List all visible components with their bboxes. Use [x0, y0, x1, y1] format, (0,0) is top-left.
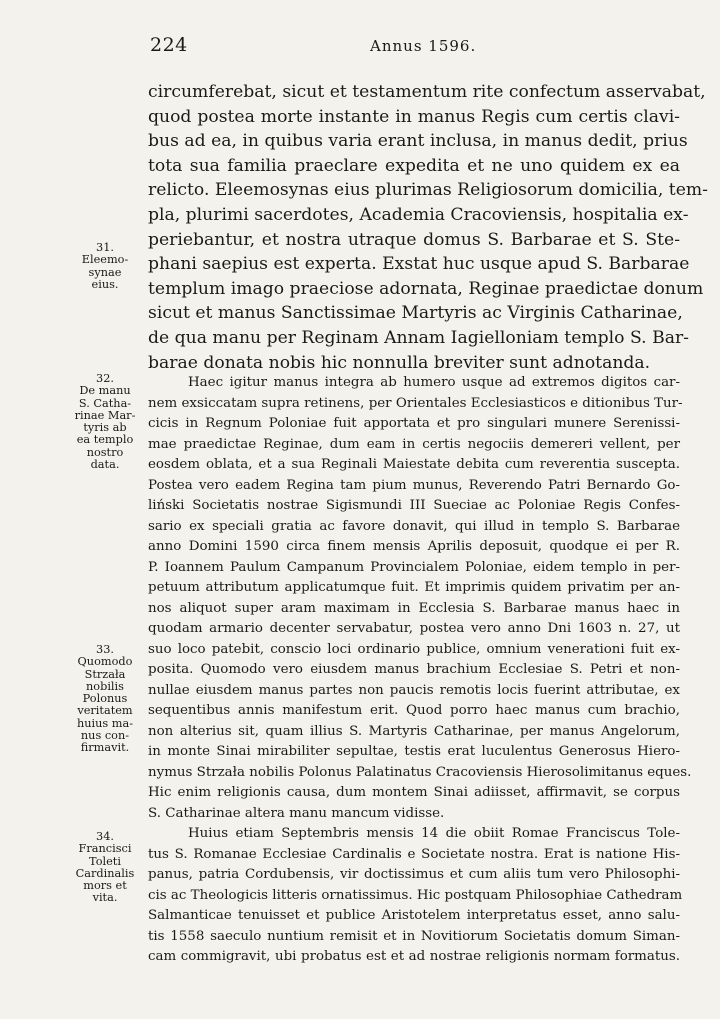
text-line: de qua manu per Reginam Annam Iagielloniam templo S. Bar- — [148, 327, 689, 348]
text-line: periebantur, et nostra utraque domus S. Barbarae et S. Ste- — [148, 229, 680, 250]
margin-note-line: 34. — [96, 830, 114, 843]
text-line: mae praedictae Reginae, dum eam in certis negociis demereri vellent, per — [148, 436, 680, 452]
margin-note-line: Strzała — [84, 667, 126, 681]
margin-note-line: ea templo — [76, 433, 134, 447]
text-line: nem exsiccatam supra retinens, per Orientales Ecclesiasticos e ditionibus Tur- — [148, 395, 683, 411]
main-text-large — [148, 80, 708, 375]
page-header — [150, 34, 680, 58]
text-line: P. Ioannem Paulum Campanum Provincialem Poloniae, eidem templo in per- — [148, 559, 680, 575]
text-line: pla, plurimi sacerdotes, Academia Cracoviensis, hospitalia ex- — [148, 204, 689, 225]
text-line: nymus Strzała nobilis Polonus Palatinatus Cracoviensis Hierosolimitanus eques. — [148, 764, 692, 780]
text-line: Postea vero eadem Regina tam pium munus, Reverendo Patri Bernardo Go- — [148, 477, 680, 493]
text-line: nos aliquot super aram maximam in Ecclesia S. Barbarae manus haec in — [148, 600, 680, 616]
text-line: templum imago praeciose adornata, Reginae praedictae donum — [148, 278, 704, 299]
text-line: liński Societatis nostrae Sigismundi III Sueciae ac Poloniae Regis Confes- — [148, 498, 680, 513]
margin-note-line: De manu — [79, 384, 131, 398]
margin-note-line: Quomodo — [77, 655, 133, 669]
margin-note-line: synae — [88, 265, 122, 279]
text-line: sario ex speciali gratia ac favore donavit, qui illud in templo S. Barbarae — [148, 518, 680, 534]
text-line: tota sua familia praeclare expedita et ne uno quidem ex ea — [148, 155, 680, 176]
margin-note-line: firmavit. — [80, 741, 130, 755]
text-line: quod postea morte instante in manus Regis cum certis clavi- — [148, 106, 680, 127]
margin-note-line: nobilis — [86, 679, 124, 693]
text-line: barae donata nobis hic nonnulla breviter sunt adnotanda. — [148, 352, 651, 373]
text-line: suo loco patebit, conscio loci ordinario publice, omnium venerationi fuit ex- — [148, 641, 680, 657]
text-line: nullae eiusdem manus partes non paucis remotis locis fuerint attributae, ex — [148, 682, 680, 698]
text-line: in monte Sinai mirabiliter sepultae, testis erat luculentus Generosus Hiero- — [148, 744, 680, 759]
margin-note-31 — [70, 242, 140, 291]
page-number: 224 — [150, 34, 188, 56]
margin-note-line: mors et — [83, 879, 127, 893]
text-line: phani saepius est experta. Exstat huc usque apud S. Barbarae — [148, 254, 690, 275]
text-line: quodam armario decenter servabatur, postea vero anno Dni 1603 n. 27, ut — [148, 621, 680, 636]
margin-note-line: 31. — [96, 241, 114, 254]
margin-note-line: Cardinalis — [75, 866, 135, 880]
margin-note-line: Eleemo- — [81, 253, 129, 267]
text-line: eosdem oblata, et a sua Reginali Maiestate debita cum reverentia suscepta. — [148, 457, 680, 472]
text-line: bus ad ea, in quibus varia erant inclusa, in manus dedit, prius — [148, 131, 688, 152]
running-title: Annus 1596. — [370, 37, 477, 55]
margin-note-line: tyris ab — [83, 421, 127, 435]
text-line: Salmanticae tenuisset et publice Aristotelem interpretatus esset, anno salu- — [148, 908, 680, 923]
main-text-small — [148, 373, 692, 968]
text-line: petuum attributum applicatumque fuit. Et imprimis quidem privatim per an- — [148, 580, 680, 595]
text-line: Hic enim religionis causa, dum montem Sinai adiisset, affirmavit, se corpus — [148, 785, 680, 800]
paragraph-32-start: Haec igitur manus integra ab humero usque ad extremos digitos car- — [188, 375, 680, 390]
margin-note-line: nostro — [86, 445, 124, 459]
text-line: sequentibus annis manifestum erit. Quod porro haec manus cum brachio, — [148, 703, 680, 718]
text-line: cam commigravit, ubi probatus est et ad nostrae religionis normam formatus. — [148, 949, 680, 964]
margin-note-line: rinae Mar- — [74, 408, 136, 422]
margin-note-line: huius ma- — [76, 716, 134, 730]
margin-note-line: 33. — [96, 643, 114, 656]
margin-note-line: nus con- — [80, 729, 130, 743]
text-line: panus, patria Cordubensis, vir doctissimus et cum aliis tum vero Philosophi- — [148, 867, 680, 882]
margin-note-32 — [70, 373, 140, 471]
text-line: sicut et manus Sanctissimae Martyris ac Virginis Catharinae, — [148, 303, 683, 324]
text-line: anno Domini 1590 circa finem mensis Aprilis deposuit, quodque ei per R. — [148, 539, 680, 554]
text-line: non alterius sit, quam illius S. Martyris Catharinae, per manus Angelorum, — [148, 723, 680, 739]
margin-note-line: S. Catha- — [78, 396, 132, 410]
text-line: posita. Quomodo vero eiusdem manus brachium Ecclesiae S. Petri et non- — [148, 662, 680, 677]
margin-note-line: Toleti — [89, 854, 121, 868]
margin-note-line: Francisci — [78, 842, 132, 856]
text-line: relicto. Eleemosynas eius plurimas Religiosorum domicilia, tem- — [148, 180, 708, 201]
margin-note-line: vita. — [92, 891, 118, 905]
margin-note-line: data. — [90, 458, 120, 472]
text-line: cicis in Regnum Poloniae fuit apportata et pro singulari munere Serenissi- — [148, 416, 680, 431]
text-line: tus S. Romanae Ecclesiae Cardinalis e Societate nostra. Erat is natione His- — [148, 846, 680, 862]
text-line: cis ac Theologicis litteris ornatissimus. Hic postquam Philosophiae Cathedram — [148, 887, 683, 903]
margin-note-line: Polonus — [82, 692, 128, 706]
text-line: circumferebat, sicut et testamentum rite confectum asservabat, — [148, 82, 706, 102]
text-line: S. Catharinae altera manu mancum vidisse. — [148, 805, 445, 821]
margin-note-34 — [70, 831, 140, 905]
margin-note-line: eius. — [91, 277, 119, 291]
paragraph-34-start: Huius etiam Septembris mensis 14 die obiit Romae Franciscus Tole- — [188, 826, 680, 841]
margin-note-line: 32. — [96, 372, 114, 385]
margin-note-line: veritatem — [77, 704, 133, 718]
text-line: tis 1558 saeculo nuntium remisit et in Novitiorum Societatis domum Siman- — [148, 928, 680, 944]
margin-note-33 — [70, 644, 140, 755]
